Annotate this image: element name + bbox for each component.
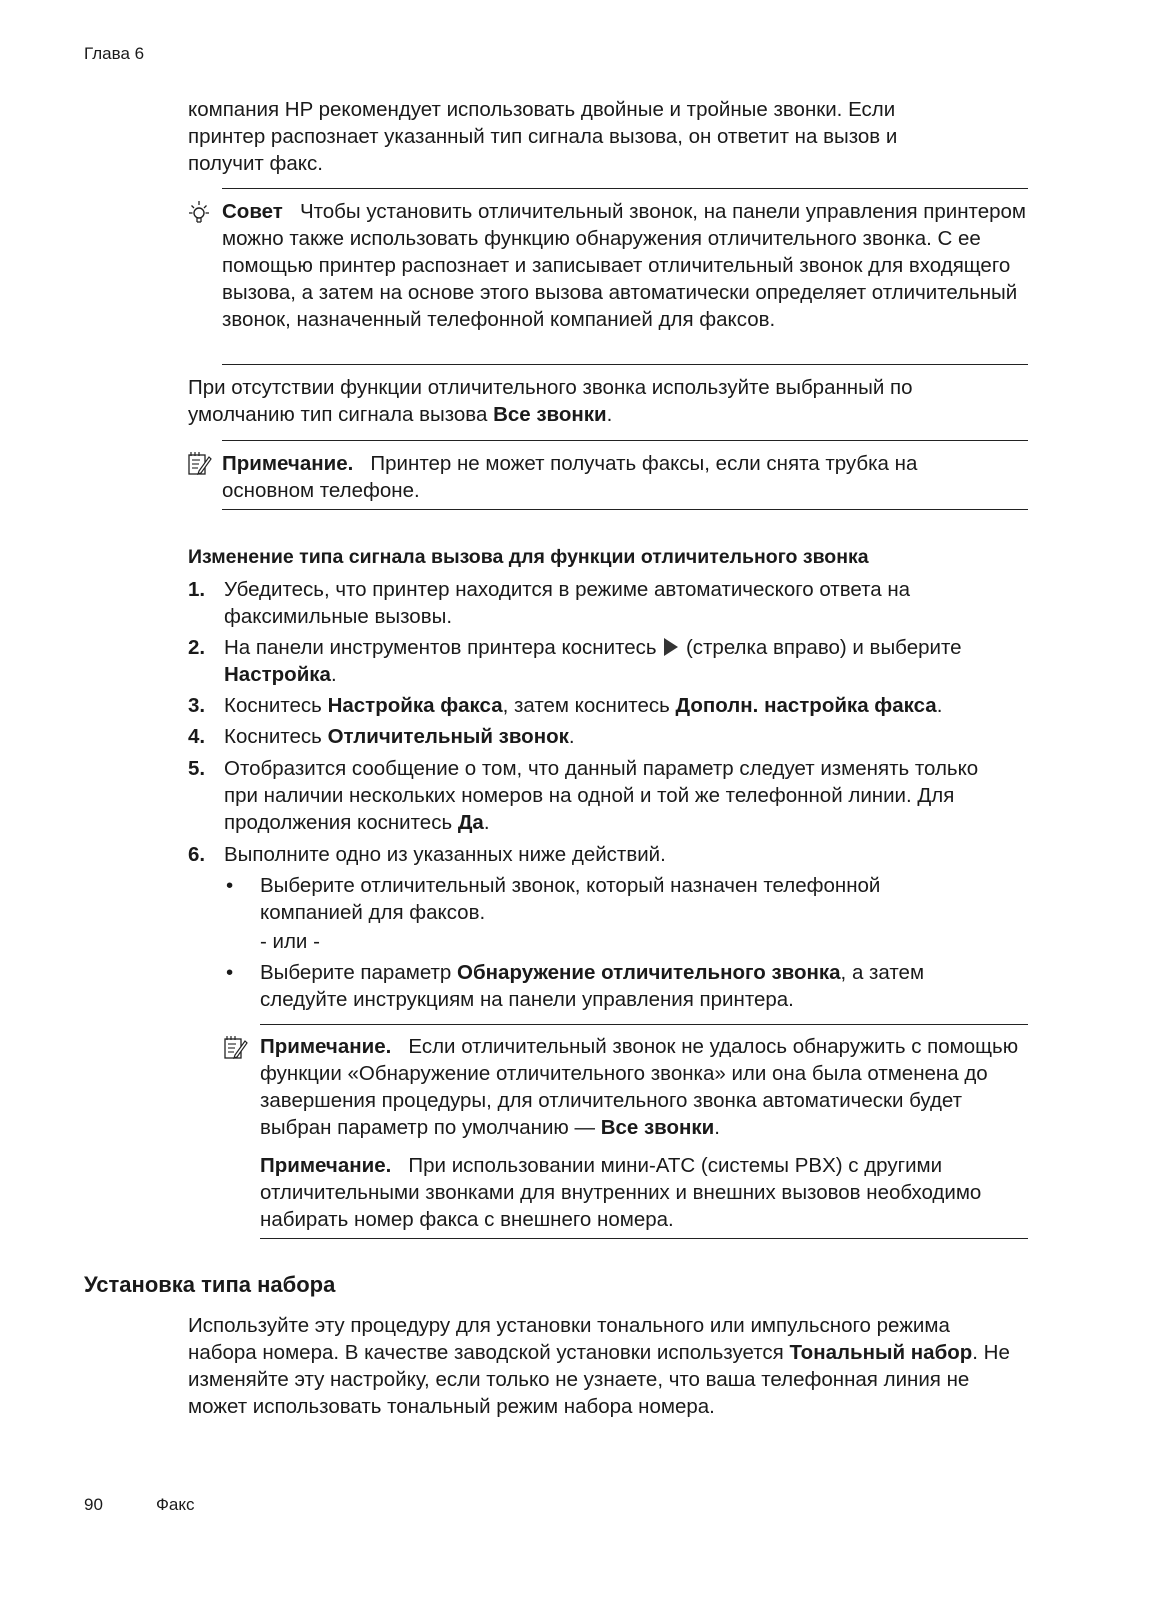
- step-number: 6.: [188, 843, 206, 866]
- intro-paragraph: компания HP рекомендует использовать двойные и тройные звонки. Если принтер распознает указанный тип сигнала вызова, он ответит на вызов и получит факс.: [188, 98, 898, 175]
- step-4-text: Коснитесь Отличительный звонок.: [224, 725, 575, 748]
- procedure-title: Изменение типа сигнала вызова для функции отличительного звонка: [188, 546, 869, 568]
- note-icon: [222, 1035, 248, 1061]
- note3-body: Примечание. При использовании мини-АТС (системы PBX) с другими отличительными звонками для внутренних и внешних вызовов необходимо набирать номер факса с внешнего номера.: [260, 1154, 982, 1231]
- note2-body: Примечание. Если отличительный звонок не удалось обнаружить с помощью функции «Обнаружение отличительного звонка» или она была отменена до завершения процедуры, для отличительного звонка автоматически будет выбран параметр по умолчанию — Все звонки.: [260, 1035, 1019, 1139]
- footer-section: Факс: [156, 1495, 195, 1514]
- note1-body: Примечание. Принтер не может получать факсы, если снята трубка на основном телефоне.: [222, 452, 918, 502]
- tip-label: Совет: [222, 200, 283, 223]
- step-3-text: Коснитесь Настройка факса, затем коснитесь Дополн. настройка факса.: [224, 694, 943, 717]
- page-number: 90: [84, 1495, 103, 1514]
- step-number: 1.: [188, 578, 206, 601]
- step-1-text: Убедитесь, что принтер находится в режиме автоматического ответа на факсимильные вызовы.: [224, 578, 911, 628]
- step-6-text: Выполните одно из указанных ниже действий.: [224, 843, 666, 866]
- note1-bottom-rule: [222, 509, 1028, 510]
- step-number: 3.: [188, 694, 206, 717]
- arrow-right-icon: [662, 637, 680, 657]
- note3-bottom-rule: [260, 1238, 1028, 1239]
- or-separator: - или -: [260, 930, 320, 953]
- step-2-text: На панели инструментов принтера коснитесь (стрелка вправо) и выберите Настройка.: [224, 636, 962, 686]
- note1-top-rule: [222, 440, 1028, 441]
- step-number: 5.: [188, 757, 206, 780]
- bullet-mark: •: [226, 961, 234, 984]
- default-ring-paragraph: При отсутствии функции отличительного звонка используйте выбранный по умолчанию тип сигнала вызова Все звонки.: [188, 376, 913, 426]
- bullet-mark: •: [226, 874, 234, 897]
- bullet-2-text: Выберите параметр Обнаружение отличительного звонка, а затем следуйте инструкциям на панели управления принтера.: [260, 961, 925, 1011]
- tip-body: [222, 198, 1028, 333]
- chapter-header: Глава 6: [84, 44, 145, 63]
- step-number: 2.: [188, 636, 206, 659]
- note2-top-rule: [260, 1024, 1028, 1025]
- note1-label: Примечание.: [222, 452, 354, 475]
- note-icon: [186, 451, 212, 477]
- tip-text: Чтобы установить отличительный звонок, на панели управления принтером можно также использовать функцию обнаружения отличительного звонка. С ее помощью принтер распознает и записывает отличительный звонок для входящего вызова, а затем на основе этого вызова автоматически определяет отличительный звонок, назначенный телефонной компанией для факсов.: [222, 200, 1026, 331]
- note3-label: Примечание.: [260, 1154, 392, 1177]
- tip-top-rule: [222, 188, 1028, 189]
- step-5-text: Отобразится сообщение о том, что данный параметр следует изменять только при наличии нескольких номеров на одной и той же телефонной линии. Для продолжения коснитесь Да.: [224, 757, 979, 834]
- section-paragraph: Используйте эту процедуру для установки тонального или импульсного режима набора номера. В качестве заводской установки используется Тональный набор. Не изменяйте эту настройку, если только не узнаете, что ваша телефонная линия не может использовать тональный режим набора номера.: [188, 1314, 1010, 1418]
- section-title: Установка типа набора: [84, 1272, 336, 1297]
- tip-bottom-rule: [222, 364, 1028, 365]
- note2-label: Примечание.: [260, 1035, 392, 1058]
- lightbulb-icon: [186, 200, 212, 226]
- bullet-1-text: Выберите отличительный звонок, который назначен телефонной компанией для факсов.: [260, 874, 881, 924]
- step-number: 4.: [188, 725, 206, 748]
